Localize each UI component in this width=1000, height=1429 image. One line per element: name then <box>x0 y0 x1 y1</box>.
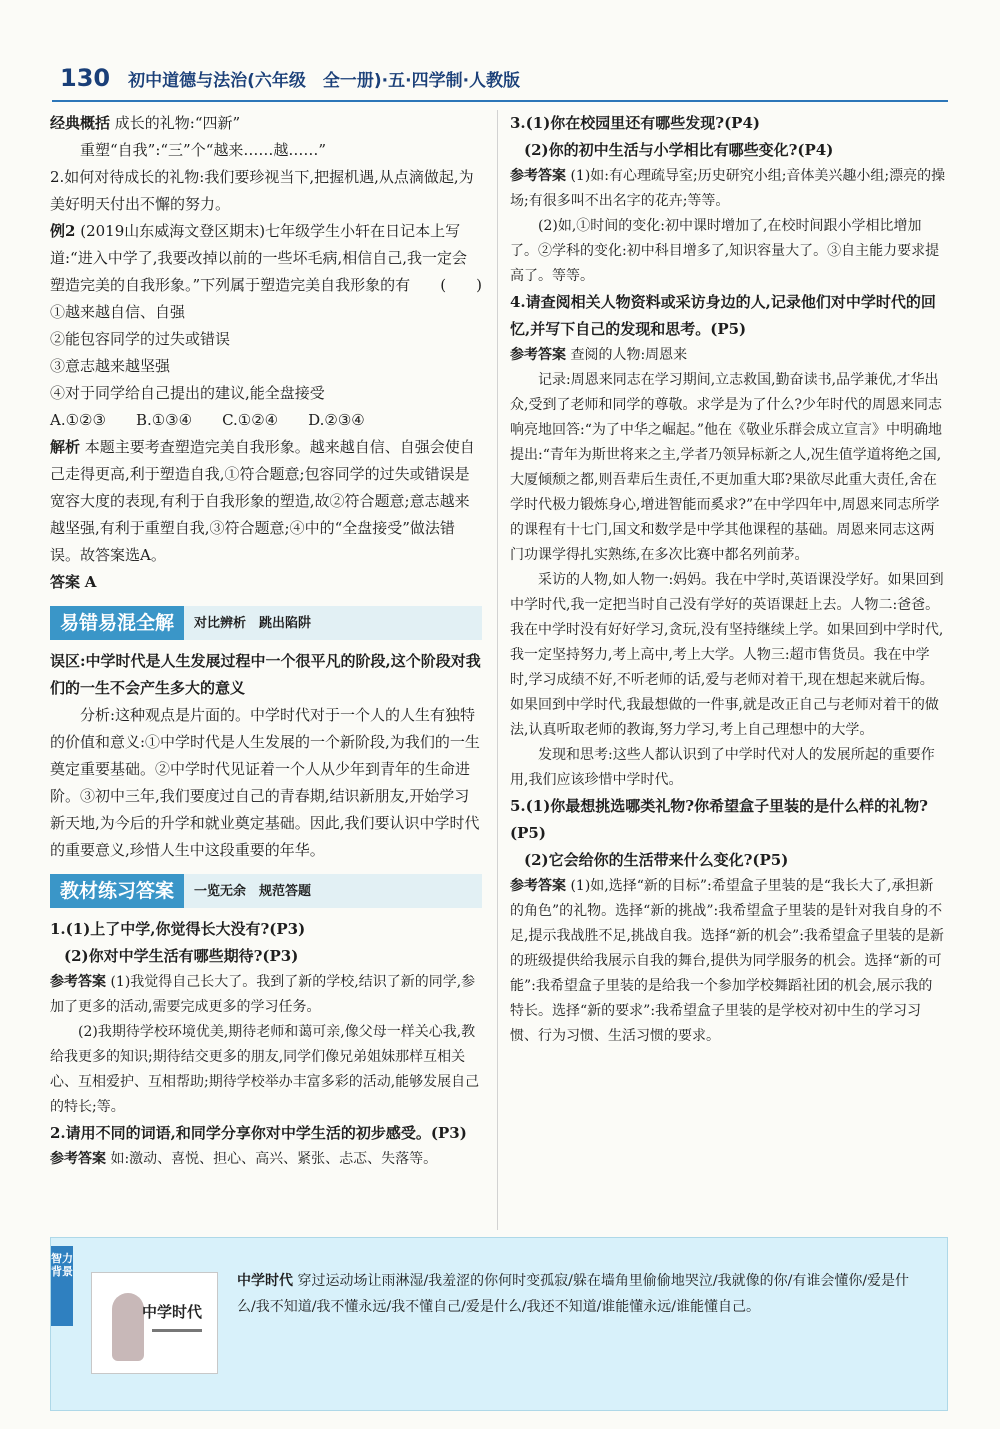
poster-figure <box>112 1293 144 1361</box>
poster-subtitle-line <box>152 1329 202 1332</box>
error-zone: 误区:中学时代是人生发展过程中一个很平凡的阶段,这个阶段对我们的一生不会产生多大的意义 <box>50 652 481 697</box>
reference-label: 参考答案 <box>510 168 566 184</box>
summary-line1 <box>50 110 482 137</box>
exercise-3-answer1-text: (1)如:有心理疏导室;历史研究小组;音体美兴趣小组;漂亮的操场;有很多叫不出名字的花卉;等等。 <box>510 168 946 209</box>
answer-value: A <box>84 573 97 591</box>
banner-mistakes-subtitle: 对比辨析 跳出陷阱 <box>194 615 312 631</box>
banner-textbook <box>50 874 482 908</box>
reference-label: 参考答案 <box>510 347 566 363</box>
answer <box>50 569 482 596</box>
answer-label: 答案 <box>50 573 81 591</box>
song-lyrics-text: 穿过运动场让雨淋湿/我羞涩的你何时变孤寂/躲在墙角里偷偷地哭泣/我就像的你/有谁会懂你/爱是什么/我不知道/我不懂永远/我不懂自己/爱是什么/我还不知道/谁能懂永远/谁能懂自己。 <box>237 1273 910 1315</box>
page-number: 130 <box>60 64 111 92</box>
exercise-5-answer <box>510 874 946 1049</box>
example-2 <box>50 218 482 299</box>
exercise-4-answer-head-text: 查阅的人物:周恩来 <box>570 347 688 363</box>
option-2: ②能包容同学的过失或错误 <box>50 330 231 348</box>
exercise-3-answer1 <box>510 164 946 214</box>
song-title: 中学时代 <box>237 1273 293 1289</box>
exercise-4-record: 记录:周恩来同志在学习期间,立志救国,勤奋读书,品学兼优,才华出众,受到了老师和同学的尊敬。求学是为了什么?少年时代的周恩来同志响亮地回答:“为了中华之崛起。”他在《敬业乐群会成立宣言》中明确地提出:“青年为斯世将来之主,学者乃领异标新之人,况生值学道将绝之国,大厦倾颓之都,则吾辈后生责任,不更加重大耶?果欲尽此重大责任,舍在学时代极力锻炼身心,增进智能而奚求?”在中学四年中,周恩来同志所学的课程有十七门,国文和数学是中学其他课程的基础。周恩来同志这两门功课学得扎实熟练,在多次比赛中都名列前茅。 <box>510 372 943 563</box>
exercise-2-answer-text: 如:激动、喜悦、担心、高兴、紧张、忐忑、失落等。 <box>110 1151 438 1167</box>
exercise-5-q2: (2)它会给你的生活带来什么变化?(P5) <box>524 851 789 869</box>
reference-label: 参考答案 <box>510 878 566 894</box>
exercise-4-interview: 采访的人物,如人物一:妈妈。我在中学时,英语课没学好。如果回到中学时代,我一定把当时自己没有学好的英语课赶上去。人物二:爸爸。我在中学时没有好好学习,贪玩,没有坚持继续上学。如果回到中学时代,我一定坚持努力,考上高中,考上大学。人物三:超市售货员。我在中学时,学习成绩不好,不听老师的话,爱与老师对着干,现在想起来就后悔。如果回到中学时代,我最想做的一件事,就是改正自己与老师对着干的做法,认真听取老师的教诲,努力学习,考上自己理想中的大学。 <box>510 572 944 738</box>
example-text: (2019山东威海文登区期末)七年级学生小轩在日记本上写道:“进入中学了,我要改掉以前的一些坏毛病,相信自己,我一定会塑造完美的自我形象。”下列属于塑造完美自我形象的有 <box>50 222 468 294</box>
exercise-3-answer2: (2)如,①时间的变化:初中课时增加了,在校时间跟小学相比增加了。②学科的变化:初中科目增多了,知识容量大了。③自主能力要求提高了。等等。 <box>510 218 940 284</box>
page-header <box>60 64 520 98</box>
summary-label: 经典概括 <box>50 114 111 132</box>
background-tab: 智力背景 <box>51 1246 73 1326</box>
option-1: ①越来越自信、自强 <box>50 303 186 321</box>
exercise-1-answer1-text: (1)我觉得自己长大了。我到了新的学校,结识了新的同学,参加了更多的活动,需要完成更多的学习任务。 <box>50 974 476 1015</box>
left-column <box>50 110 482 1172</box>
exercise-4-reflection: 发现和思考:这些人都认识到了中学时代对人的发展所起的重要作用,我们应该珍惜中学时代。 <box>510 747 935 788</box>
exercise-1-q2: (2)你对中学生活有哪些期待?(P3) <box>64 947 299 965</box>
exercise-2-q: 2.请用不同的词语,和同学分享你对中学生活的初步感受。(P3) <box>50 1124 467 1142</box>
exercise-3-q1: 3.(1)你在校园里还有哪些发现?(P4) <box>510 114 760 132</box>
exercise-2-answer <box>50 1147 482 1172</box>
summary-text1: 成长的礼物:“四新” <box>114 114 241 132</box>
example-label: 例2 <box>50 222 76 240</box>
song-lyrics <box>237 1268 927 1320</box>
analysis <box>50 434 482 569</box>
analysis-label: 解析 <box>50 438 81 456</box>
option-3: ③意志越来越坚强 <box>50 357 171 375</box>
exercise-3-q2: (2)你的初中生活与小学相比有哪些变化?(P4) <box>524 141 834 159</box>
summary-line2: 重塑“自我”:“三”个“越来……越……” <box>80 141 327 159</box>
exercise-4-answer-head <box>510 343 946 368</box>
banner-mistakes-title: 易错易混全解 <box>50 606 184 640</box>
error-analysis: 分析:这种观点是片面的。中学时代对于一个人的人生有独特的价值和意义:①中学时代是人生发展的一个新阶段,为我们的一生奠定重要基础。②中学时代见证着一个人从少年到青年的生命进阶。③初中三年,我们要度过自己的青春期,结识新朋友,开始学习新天地,为今后的升学和就业奠定基础。因此,我们要认识中学时代的重要意义,珍惜人生中这段重要的年华。 <box>50 706 480 859</box>
banner-mistakes <box>50 606 482 640</box>
exercise-5-q1: 5.(1)你最想挑选哪类礼物?你希望盒子里装的是什么样的礼物?(P5) <box>510 797 928 842</box>
banner-textbook-title: 教材练习答案 <box>50 874 184 908</box>
exercise-4-q: 4.请查阅相关人物资料或采访身边的人,记录他们对中学时代的回忆,并写下自己的发现和思考。(P5) <box>510 293 936 338</box>
example-blank: ( ) <box>440 276 482 294</box>
reference-label: 参考答案 <box>50 1151 106 1167</box>
book-title: 初中道德与法治(六年级 全一册)·五·四学制·人教版 <box>128 71 521 91</box>
exercise-1-answer2: (2)我期待学校环境优美,期待老师和蔼可亲,像父母一样关心我,教给我更多的知识;期待结交更多的朋友,同学们像兄弟姐妹那样互相关心、互相爱护、互相帮助;期待学校举办丰富多彩的活动,能够发展自己的特长;等。 <box>50 1024 480 1115</box>
column-divider <box>497 110 498 1230</box>
header-rule <box>52 100 948 102</box>
banner-textbook-subtitle: 一览无余 规范答题 <box>194 883 312 899</box>
exercise-1-answer1 <box>50 970 482 1020</box>
exercise-5-answer-text: (1)如,选择“新的目标”:希望盒子里装的是“我长大了,承担新的角色”的礼物。选择“新的挑战”:我希望盒子里装的是针对我自身的不足,提示我战胜不足,挑战自我。选择“新的机会”:我希望盒子里装的是新的班级提供给我展示自我的舞台,提供为同学服务的机会。选择“新的可能”:我希望盒子里装的是给我一个参加学校舞蹈社团的机会,展示我的特长。选择“新的要求”:我希望盒子里装的是学校对初中生的学习习惯、行为习惯、生活习惯的要求。 <box>510 878 944 1044</box>
exercise-1-q1: 1.(1)上了中学,你觉得长大没有?(P3) <box>50 920 306 938</box>
poster-title: 中学时代 <box>142 1303 203 1321</box>
question-2: 2.如何对待成长的礼物:我们要珍视当下,把握机遇,从点滴做起,为美好明天付出不懈的努力。 <box>50 168 474 213</box>
option-4: ④对于同学给自己提出的建议,能全盘接受 <box>50 384 325 402</box>
right-column <box>510 110 946 1049</box>
background-info-box <box>50 1237 948 1411</box>
answer-choices: A.①②③ B.①③④ C.①②④ D.②③④ <box>50 411 365 429</box>
reference-label: 参考答案 <box>50 974 106 990</box>
analysis-text: 本题主要考查塑造完美自我形象。越来越自信、自强会使自己走得更高,利于塑造自我,①符合题意;包容同学的过失或错误是宽容大度的表现,有利于自我形象的塑造,故②符合题意;意志越来越坚强,有利于重塑自我,③符合题意;④中的“全盘接受”做法错误。故答案选A。 <box>50 438 475 564</box>
song-poster-image <box>91 1272 218 1374</box>
